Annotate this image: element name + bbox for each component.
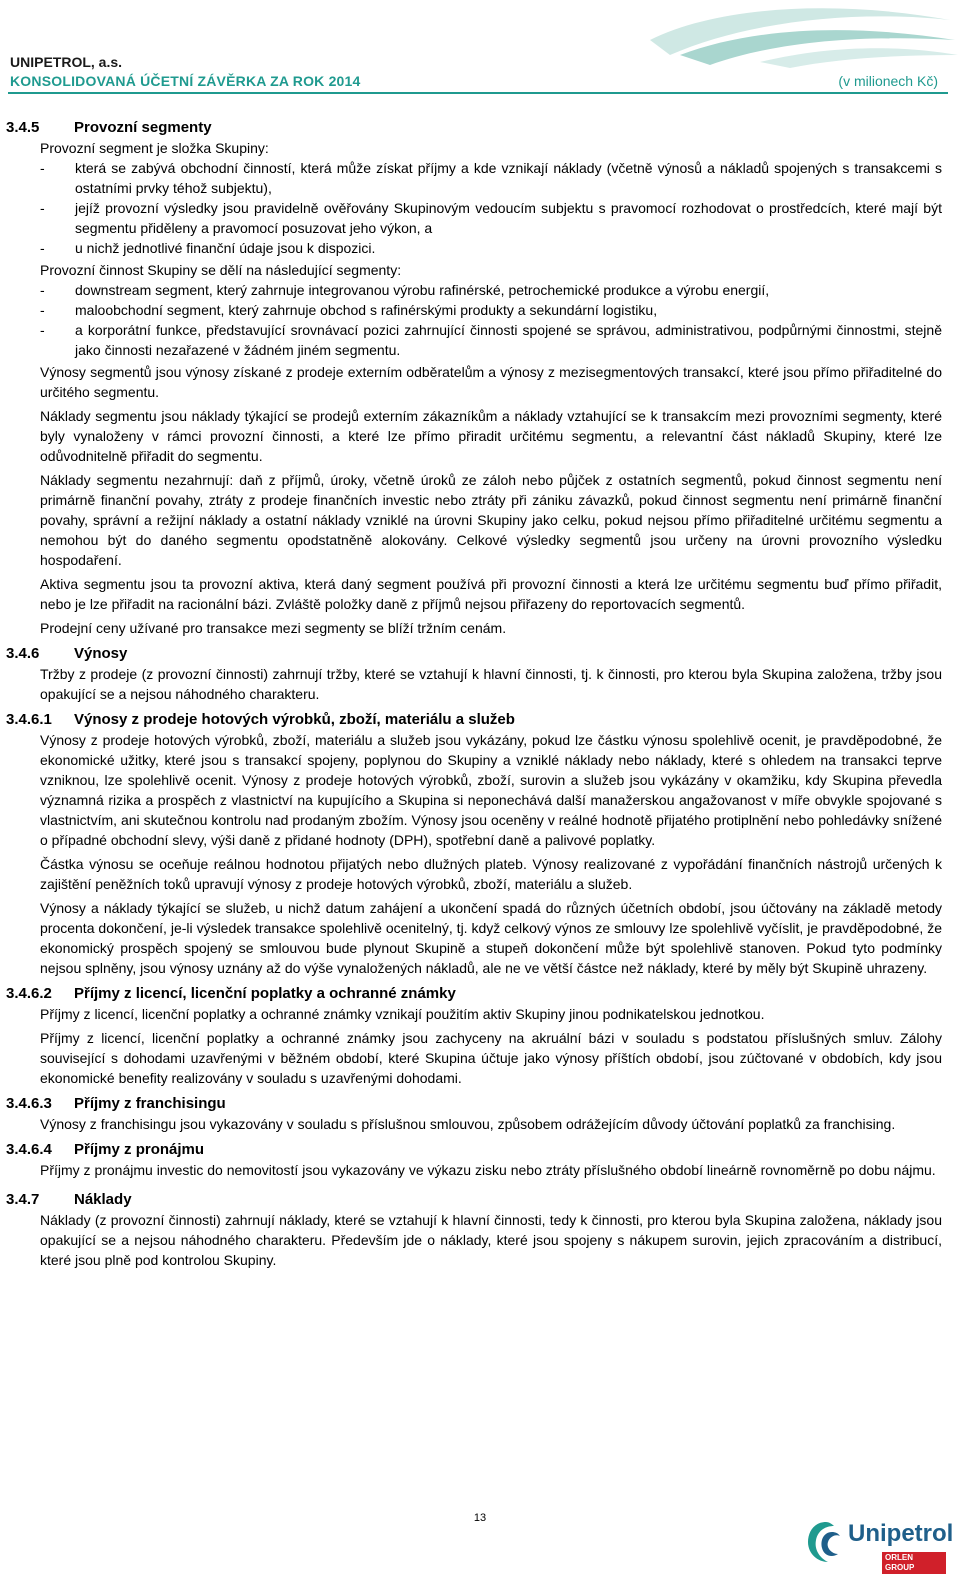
section-title: Provozní segmenty — [74, 119, 212, 136]
paragraph: Výnosy segmentů jsou výnosy získané z prodeje externím odběratelům a výnosy z mezisegmentových transakcí, které jsou přímo přiřaditelné do určitého segmentu. — [40, 364, 942, 400]
section-heading-3463 — [0, 1094, 960, 1114]
list-dash: - — [40, 282, 45, 298]
list-item — [40, 280, 942, 300]
list-item — [40, 320, 942, 360]
section-heading-3462 — [0, 984, 960, 1004]
paragraph: Výnosy z franchisingu jsou vykazovány v souladu s příslušnou smlouvou, způsobem odrážejícím důvody účtování poplatků za franchising. — [40, 1116, 896, 1132]
logo-group-badge: ORLEN GROUP — [882, 1552, 946, 1574]
list-item — [40, 300, 942, 320]
list-item-text: maloobchodní segment, který zahrnuje obchod s rafinérskými produkty a sekundární logistiku, — [75, 302, 658, 318]
section-number: 3.4.5 — [6, 119, 40, 136]
section-number: 3.4.6.3 — [6, 1095, 52, 1112]
section-title: Výnosy z prodeje hotových výrobků, zboží, materiálu a služeb — [74, 711, 515, 728]
logo-name: Unipetrol — [848, 1520, 954, 1547]
list-item — [40, 198, 942, 238]
document-body — [0, 100, 960, 1274]
section-number: 3.4.6.2 — [6, 985, 52, 1002]
section-number: 3.4.6.1 — [6, 711, 52, 728]
paragraph: Výnosy a náklady týkající se služeb, u nichž datum zahájení a ukončení spadá do různých účetních období, jsou účtovány na základě metody procenta dokončení, je-li výsledek transakce spolehlivě ocenitelný, tj. když celkový výnos ze smlouvy lze spolehlivě vyčíslit, je pravděpodobné, že ekonomický prospěch spojený se smlouvou bude plynout Skupině a stupeň dokončení může být spolehlivě stanoven. Pokud tyto podmínky nejsou splněny, jsou výnosy uznány až do výše vynaložených nákladů, ale ne ve větší částce než náklady, které by měly být Skupině uhrazeny. — [40, 900, 942, 976]
list-item — [40, 238, 942, 258]
list-item-text: která se zabývá obchodní činností, která může získat příjmy a kde vznikají náklady (včetně výnosů a nákladů spojených s transakcemi s ostatními prvky téhož subjektu), — [75, 160, 942, 196]
list-item-text: jejíž provozní výsledky jsou pravidelně ověřovány Skupinovým vedoucím subjektu s pravomocí rozhodovat o prostředcích, které mají být segmentu přiděleny a pravomocí posuzovat jeho výkon, a — [75, 200, 942, 236]
list-item-text: a korporátní funkce, představující srovnávací pozici zahrnující činnosti spojené se správou, administrativou, podpůrnými činnostmi, stejně jako činnosti nezařazené v žádném jiném segmentu. — [75, 322, 942, 358]
section-title: Výnosy — [74, 645, 128, 662]
paragraph: Příjmy z licencí, licenční poplatky a ochranné známky vznikají použitím aktiv Skupiny jinou podnikatelskou jednotkou. — [40, 1006, 765, 1022]
section-heading-3464 — [0, 1140, 960, 1160]
paragraph: Částka výnosu se oceňuje reálnou hodnotou přijatých nebo dlužných plateb. Výnosy realizované z vypořádání finančních nástrojů určených k zajištění peněžních toků upravují výnosy z prodeje hotových výrobků, zboží, materiálu a služeb. — [40, 856, 942, 892]
report-title: KONSOLIDOVANÁ ÚČETNÍ ZÁVĚRKA ZA ROK 2014 — [10, 73, 361, 89]
list-dash: - — [40, 200, 45, 216]
section-title: Příjmy z franchisingu — [74, 1095, 226, 1112]
page-number: 13 — [473, 1512, 487, 1524]
paragraph: Provozní segment je složka Skupiny: — [40, 140, 269, 156]
logo-mark-icon — [806, 1518, 846, 1564]
list-dash: - — [40, 302, 45, 318]
section-heading-346 — [0, 644, 960, 664]
unipetrol-logo — [806, 1516, 954, 1572]
section-number: 3.4.6 — [6, 645, 40, 662]
list-dash: - — [40, 240, 45, 256]
section-title: Náklady — [74, 1191, 132, 1208]
paragraph: Příjmy z licencí, licenční poplatky a ochranné známky jsou zachyceny na akruální bázi v souladu s podstatou příslušných smluv. Zálohy související s dohodami uzavřenými v běžném období, které Skupina účtuje jako výnosy příštích období, jsou zúčtované v obdobích, kdy jsou ekonomické benefity realizovány v souladu s uzavřenými dohodami. — [40, 1030, 942, 1086]
section-number: 3.4.6.4 — [6, 1141, 52, 1158]
section-number: 3.4.7 — [6, 1191, 40, 1208]
company-name: UNIPETROL, a.s. — [10, 54, 123, 70]
header-rule — [8, 92, 948, 94]
list-dash: - — [40, 322, 45, 338]
currency-unit: (v milionech Kč) — [838, 73, 938, 89]
list-item-text: u nichž jednotlivé finanční údaje jsou k dispozici. — [75, 240, 376, 256]
paragraph: Tržby z prodeje (z provozní činnosti) zahrnují tržby, které se vztahují k hlavní činnosti, tj. k činnosti, pro kterou byla Skupina založena, tržby jsou opakující se a nejsou náhodného charakteru. — [40, 666, 942, 702]
section-heading-345 — [0, 118, 960, 138]
paragraph: Náklady segmentu jsou náklady týkající se prodejů externím zákazníkům a náklady vztahující se k transakcím mezi provozními segmenty, které byly vynaloženy v rámci provozní činnosti, a které lze přímo přiradit určitému segmentu, a relevantní část nákladů Skupiny, které lze odůvodnitelně přiřadit do segmentu. — [40, 408, 942, 464]
paragraph: Aktiva segmentu jsou ta provozní aktiva, která daný segment používá při provozní činnosti a která lze určitému segmentu buď přímo přiřadit, nebo je lze přiřadit na racionální bázi. Zvláště položky daně z příjmů nejsou přiřazeny do reportovacích segmentů. — [40, 576, 942, 612]
paragraph: Provozní činnost Skupiny se dělí na následující segmenty: — [40, 262, 402, 278]
header-swoosh-graphic — [640, 0, 960, 70]
list-dash: - — [40, 160, 45, 176]
list-item — [40, 158, 942, 198]
list-item-text: downstream segment, který zahrnuje integrovanou výrobu rafinérské, petrochemické produkce a výrobu energií, — [75, 282, 770, 298]
section-heading-347 — [0, 1190, 960, 1210]
section-heading-3461 — [0, 710, 960, 730]
paragraph: Příjmy z pronájmu investic do nemovitostí jsou vykazovány ve výkazu zisku nebo ztráty příslušného období lineárně rovnoměrně po dobu nájmu. — [40, 1162, 936, 1178]
paragraph: Výnosy z prodeje hotových výrobků, zboží, materiálu a služeb jsou vykázány, pokud lze částku výnosu spolehlivě ocenit, je pravděpodobné, že ekonomické užitky, které jsou s transakcí spojeny, poplynou do Skupiny a vzniklé náklady nebo náklady, které s ohledem na transakci teprve vzniknou, lze spolehlivě ocenit. Výnosy z prodeje hotových výrobků, zboží, surovin a služeb jsou vykázány v okamžiku, kdy Skupina převedla významná rizika a prospěch z vlastnictví na kupujícího a Skupina si neponechává další manažerskou angažovanost v míře obvykle spojované s vlastnictvím, ani skutečnou kontrolu nad prodaným zbožím. Výnosy jsou oceněny v reálné hodnotě přijatého protiplnění nebo pohledávky snížené o případné obchodní slevy, výši daně z přidané hodnoty (DPH), spotřební daně a palivové poplatky. — [40, 732, 942, 848]
paragraph: Prodejní ceny užívané pro transakce mezi segmenty se blíží tržním cenám. — [40, 620, 507, 636]
paragraph: Náklady (z provozní činnosti) zahrnují náklady, které se vztahují k hlavní činnosti, tedy k činnosti, pro kterou byla Skupina založena, náklady jsou opakující se a nejsou náhodného charakteru. Především jde o náklady, které jsou spojeny s nákupem surovin, jejich zpracováním a distribucí, které jsou plně pod kontrolou Skupiny. — [40, 1212, 942, 1268]
section-title: Příjmy z pronájmu — [74, 1141, 205, 1158]
section-title: Příjmy z licencí, licenční poplatky a ochranné známky — [74, 985, 456, 1002]
paragraph: Náklady segmentu nezahrnují: daň z příjmů, úroky, včetně úroků ze záloh nebo půjček z ostatních segmentů, pokud činnost segmentu není primárně finanční povahy, ztráty z prodeje finančních investic nebo ztráty při zániku závazků, pokud činnost segmentu není primárně finanční povahy, správní a režijní náklady a ostatní náklady vzniklé na úrovni Skupiny jako celku, pokud nejsou přímo přiřaditelné určitému segmentu a nemohou být do daného segmentu opodstatněně alokovány. Celkové výsledky segmentů jsou určeny na úrovni provozního výsledku hospodaření. — [40, 472, 942, 568]
